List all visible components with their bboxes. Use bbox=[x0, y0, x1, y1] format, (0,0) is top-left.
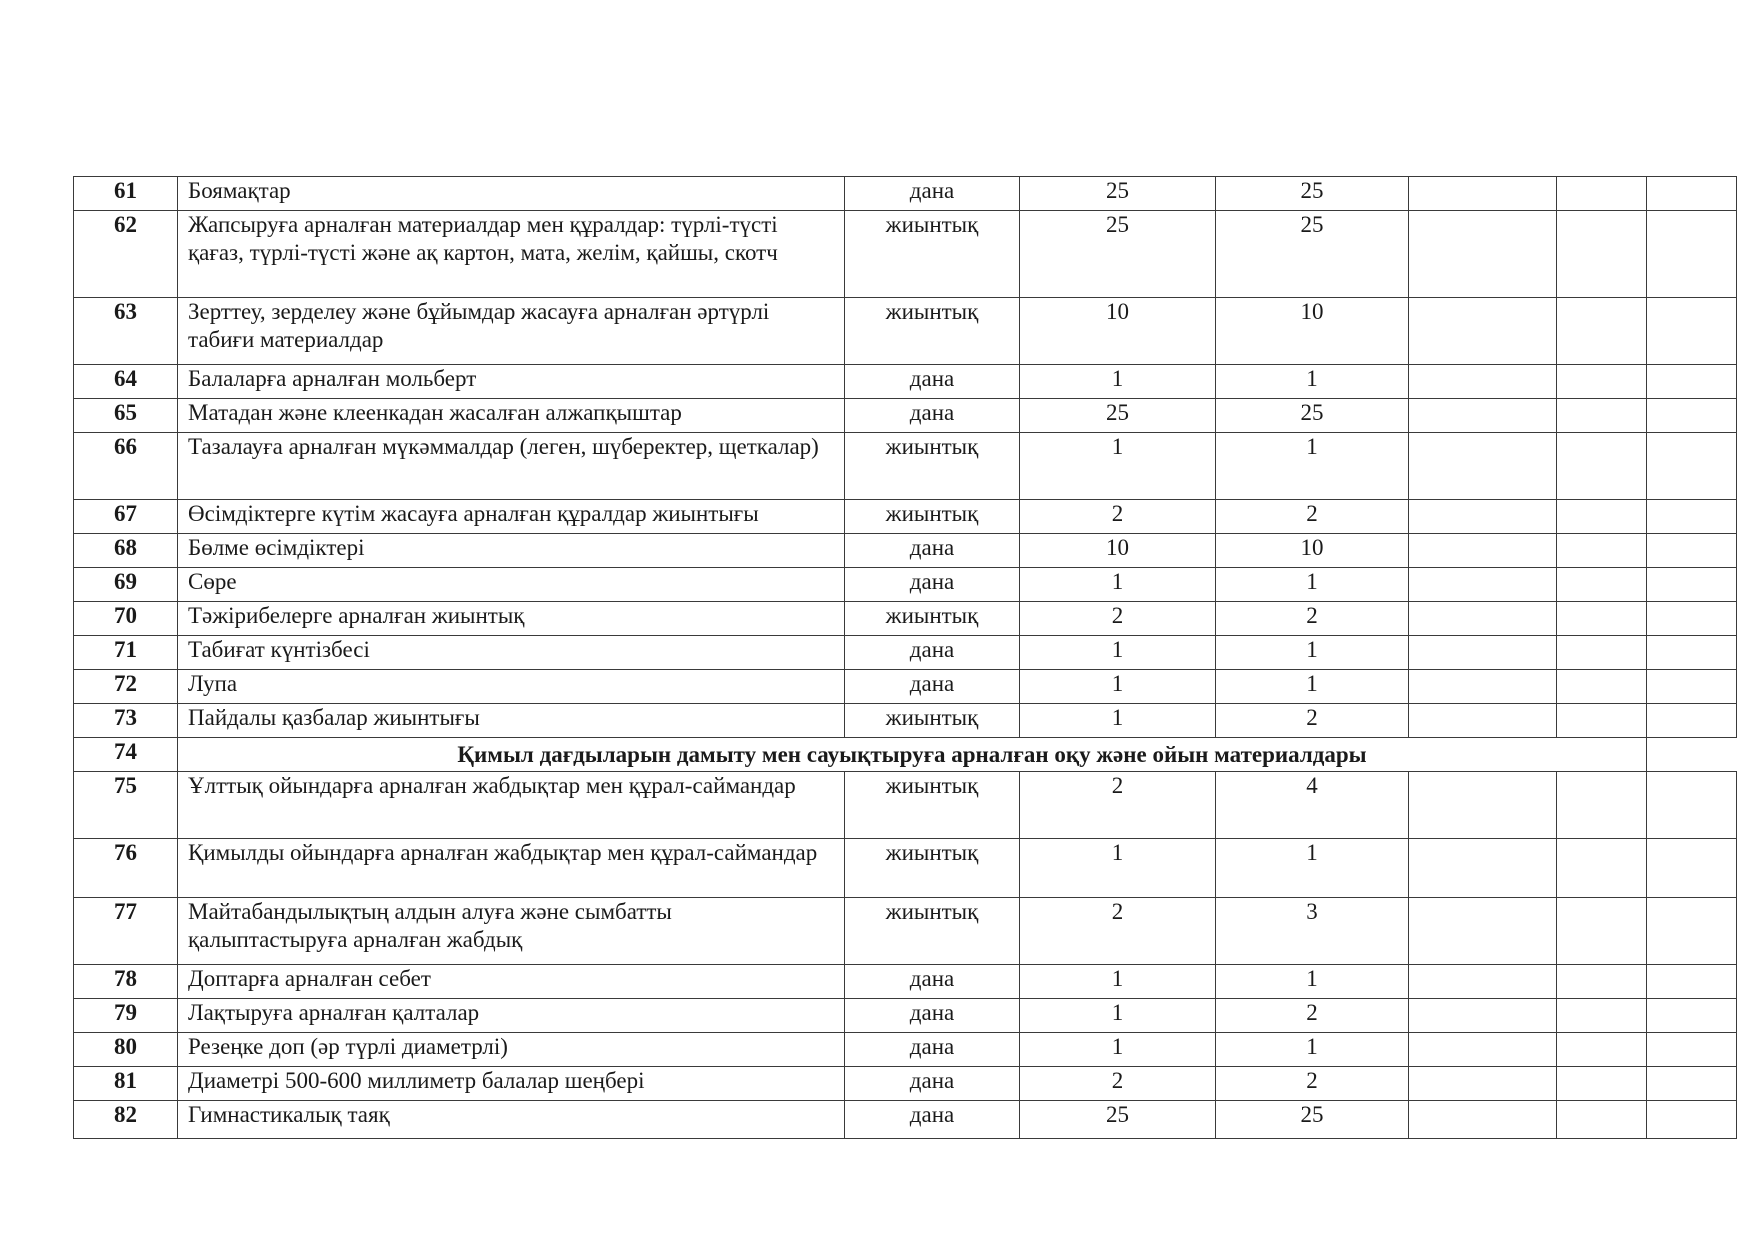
empty-cell bbox=[1557, 211, 1647, 298]
item-quantity-secondary: 2 bbox=[1216, 1067, 1409, 1101]
item-name: Сөре bbox=[178, 568, 845, 602]
item-quantity: 1 bbox=[1020, 965, 1216, 999]
table-row bbox=[74, 839, 1737, 898]
item-quantity: 2 bbox=[1020, 602, 1216, 636]
empty-cell bbox=[1557, 772, 1647, 839]
table-row bbox=[74, 602, 1737, 636]
empty-cell bbox=[1557, 602, 1647, 636]
item-unit: дана bbox=[845, 568, 1020, 602]
empty-cell bbox=[1647, 1067, 1737, 1101]
empty-cell bbox=[1409, 898, 1557, 965]
row-number: 71 bbox=[74, 636, 178, 670]
table-row bbox=[74, 670, 1737, 704]
empty-cell bbox=[1557, 965, 1647, 999]
row-number: 73 bbox=[74, 704, 178, 738]
empty-cell bbox=[1409, 602, 1557, 636]
empty-cell bbox=[1557, 704, 1647, 738]
row-number: 75 bbox=[74, 772, 178, 839]
empty-cell bbox=[1557, 365, 1647, 399]
empty-cell bbox=[1409, 433, 1557, 500]
item-unit: дана bbox=[845, 670, 1020, 704]
empty-cell bbox=[1647, 772, 1737, 839]
item-quantity-secondary: 1 bbox=[1216, 839, 1409, 898]
empty-cell bbox=[1409, 839, 1557, 898]
empty-cell bbox=[1647, 399, 1737, 433]
empty-cell bbox=[1647, 568, 1737, 602]
item-quantity: 25 bbox=[1020, 177, 1216, 211]
item-unit: дана bbox=[845, 365, 1020, 399]
item-name: Боямақтар bbox=[178, 177, 845, 211]
row-number: 70 bbox=[74, 602, 178, 636]
empty-cell bbox=[1647, 1033, 1737, 1067]
row-number: 61 bbox=[74, 177, 178, 211]
item-unit: дана bbox=[845, 177, 1020, 211]
item-name: Тазалауға арналған мүкәммалдар (леген, шүберектер, щеткалар) bbox=[178, 433, 845, 500]
empty-cell bbox=[1409, 670, 1557, 704]
empty-cell bbox=[1557, 670, 1647, 704]
item-quantity-secondary: 1 bbox=[1216, 433, 1409, 500]
table-row bbox=[74, 500, 1737, 534]
empty-cell bbox=[1557, 500, 1647, 534]
item-quantity: 10 bbox=[1020, 298, 1216, 365]
empty-cell bbox=[1647, 433, 1737, 500]
item-quantity: 25 bbox=[1020, 1101, 1216, 1139]
item-unit: дана bbox=[845, 399, 1020, 433]
item-quantity-secondary: 10 bbox=[1216, 534, 1409, 568]
table-row bbox=[74, 211, 1737, 298]
row-number: 68 bbox=[74, 534, 178, 568]
table-row bbox=[74, 534, 1737, 568]
item-name: Бөлме өсімдіктері bbox=[178, 534, 845, 568]
empty-cell bbox=[1647, 999, 1737, 1033]
table-row bbox=[74, 636, 1737, 670]
item-name: Қимылды ойындарға арналған жабдықтар мен құрал-саймандар bbox=[178, 839, 845, 898]
item-unit: жиынтық bbox=[845, 839, 1020, 898]
item-quantity-secondary: 2 bbox=[1216, 602, 1409, 636]
empty-cell bbox=[1647, 177, 1737, 211]
item-name: Өсімдіктерге күтім жасауға арналған құралдар жиынтығы bbox=[178, 500, 845, 534]
empty-cell bbox=[1557, 999, 1647, 1033]
item-quantity-secondary: 1 bbox=[1216, 670, 1409, 704]
item-name: Доптарға арналған себет bbox=[178, 965, 845, 999]
item-quantity-secondary: 4 bbox=[1216, 772, 1409, 839]
item-unit: дана bbox=[845, 636, 1020, 670]
row-number: 62 bbox=[74, 211, 178, 298]
item-quantity-secondary: 10 bbox=[1216, 298, 1409, 365]
item-quantity: 2 bbox=[1020, 772, 1216, 839]
empty-cell bbox=[1557, 177, 1647, 211]
empty-cell bbox=[1647, 670, 1737, 704]
empty-cell bbox=[1647, 211, 1737, 298]
item-name: Жапсыруға арналған материалдар мен құралдар: түрлі-түсті қағаз, түрлі-түсті және ақ картон, мата, желім, қайшы, скотч bbox=[178, 211, 845, 298]
empty-cell bbox=[1409, 1101, 1557, 1139]
item-unit: жиынтық bbox=[845, 298, 1020, 365]
table-row bbox=[74, 999, 1737, 1033]
item-name: Ұлттық ойындарға арналған жабдықтар мен құрал-саймандар bbox=[178, 772, 845, 839]
table-row bbox=[74, 568, 1737, 602]
item-unit: жиынтық bbox=[845, 602, 1020, 636]
empty-cell bbox=[1647, 1101, 1737, 1139]
item-name: Лақтыруға арналған қалталар bbox=[178, 999, 845, 1033]
empty-cell bbox=[1409, 399, 1557, 433]
row-number: 66 bbox=[74, 433, 178, 500]
item-quantity-secondary: 25 bbox=[1216, 211, 1409, 298]
row-number: 80 bbox=[74, 1033, 178, 1067]
row-number: 69 bbox=[74, 568, 178, 602]
item-quantity: 1 bbox=[1020, 568, 1216, 602]
empty-cell bbox=[1409, 704, 1557, 738]
empty-cell bbox=[1409, 365, 1557, 399]
item-name: Тәжірибелерге арналған жиынтық bbox=[178, 602, 845, 636]
item-unit: жиынтық bbox=[845, 500, 1020, 534]
item-quantity: 2 bbox=[1020, 500, 1216, 534]
empty-cell bbox=[1557, 636, 1647, 670]
row-number: 65 bbox=[74, 399, 178, 433]
item-unit: жиынтық bbox=[845, 704, 1020, 738]
item-quantity-secondary: 2 bbox=[1216, 999, 1409, 1033]
item-unit: жиынтық bbox=[845, 772, 1020, 839]
item-quantity: 2 bbox=[1020, 898, 1216, 965]
item-name: Балаларға арналған мольберт bbox=[178, 365, 845, 399]
item-name: Майтабандылықтың алдын алуға және сымбатты қалыптастыруға арналған жабдық bbox=[178, 898, 845, 965]
item-quantity-secondary: 25 bbox=[1216, 1101, 1409, 1139]
empty-cell bbox=[1647, 298, 1737, 365]
item-quantity: 25 bbox=[1020, 211, 1216, 298]
table-row bbox=[74, 1033, 1737, 1067]
table-row bbox=[74, 433, 1737, 500]
table-row bbox=[74, 399, 1737, 433]
empty-cell bbox=[1647, 704, 1737, 738]
item-unit: жиынтық bbox=[845, 211, 1020, 298]
empty-cell bbox=[1557, 534, 1647, 568]
empty-cell bbox=[1647, 602, 1737, 636]
table-row bbox=[74, 298, 1737, 365]
item-unit: жиынтық bbox=[845, 898, 1020, 965]
row-number: 81 bbox=[74, 1067, 178, 1101]
empty-cell bbox=[1409, 636, 1557, 670]
empty-cell bbox=[1409, 999, 1557, 1033]
empty-cell bbox=[1409, 500, 1557, 534]
empty-cell bbox=[1409, 177, 1557, 211]
table-row bbox=[74, 1067, 1737, 1101]
item-quantity: 1 bbox=[1020, 433, 1216, 500]
empty-cell bbox=[1409, 211, 1557, 298]
item-name: Диаметрі 500-600 миллиметр балалар шеңбері bbox=[178, 1067, 845, 1101]
item-name: Табиғат күнтізбесі bbox=[178, 636, 845, 670]
empty-cell bbox=[1409, 772, 1557, 839]
item-quantity-secondary: 1 bbox=[1216, 636, 1409, 670]
empty-cell bbox=[1409, 534, 1557, 568]
item-name: Резеңке доп (әр түрлі диаметрлі) bbox=[178, 1033, 845, 1067]
item-quantity: 1 bbox=[1020, 670, 1216, 704]
row-number: 79 bbox=[74, 999, 178, 1033]
empty-cell bbox=[1409, 568, 1557, 602]
empty-cell bbox=[1409, 1067, 1557, 1101]
item-unit: дана bbox=[845, 1033, 1020, 1067]
empty-cell bbox=[1647, 839, 1737, 898]
item-quantity: 1 bbox=[1020, 839, 1216, 898]
row-number: 67 bbox=[74, 500, 178, 534]
table-row bbox=[74, 965, 1737, 999]
empty-cell bbox=[1647, 898, 1737, 965]
row-number: 64 bbox=[74, 365, 178, 399]
row-number: 76 bbox=[74, 839, 178, 898]
item-quantity: 1 bbox=[1020, 1033, 1216, 1067]
empty-cell bbox=[1557, 898, 1647, 965]
table-row bbox=[74, 772, 1737, 839]
item-quantity: 10 bbox=[1020, 534, 1216, 568]
item-quantity: 2 bbox=[1020, 1067, 1216, 1101]
item-quantity: 1 bbox=[1020, 704, 1216, 738]
empty-cell bbox=[1409, 1033, 1557, 1067]
empty-cell bbox=[1409, 298, 1557, 365]
table-row bbox=[74, 177, 1737, 211]
item-quantity: 1 bbox=[1020, 365, 1216, 399]
empty-cell bbox=[1557, 1101, 1647, 1139]
item-quantity-secondary: 1 bbox=[1216, 568, 1409, 602]
item-name: Матадан және клеенкадан жасалған алжапқыштар bbox=[178, 399, 845, 433]
empty-cell bbox=[1647, 738, 1737, 772]
row-number: 72 bbox=[74, 670, 178, 704]
empty-cell bbox=[1647, 365, 1737, 399]
row-number: 82 bbox=[74, 1101, 178, 1139]
item-quantity-secondary: 1 bbox=[1216, 1033, 1409, 1067]
empty-cell bbox=[1647, 534, 1737, 568]
item-unit: дана bbox=[845, 999, 1020, 1033]
empty-cell bbox=[1557, 1067, 1647, 1101]
empty-cell bbox=[1557, 1033, 1647, 1067]
item-name: Лупа bbox=[178, 670, 845, 704]
empty-cell bbox=[1557, 568, 1647, 602]
section-title: Қимыл дағдыларын дамыту мен сауықтыруға арналған оқу және ойын материалдары bbox=[178, 738, 1647, 772]
item-quantity-secondary: 1 bbox=[1216, 365, 1409, 399]
item-unit: дана bbox=[845, 1067, 1020, 1101]
item-name: Зерттеу, зерделеу және бұйымдар жасауға арналған әртүрлі табиғи материалдар bbox=[178, 298, 845, 365]
item-quantity: 25 bbox=[1020, 399, 1216, 433]
item-unit: жиынтық bbox=[845, 433, 1020, 500]
row-number: 74 bbox=[74, 738, 178, 772]
item-quantity-secondary: 1 bbox=[1216, 965, 1409, 999]
empty-cell bbox=[1557, 839, 1647, 898]
row-number: 77 bbox=[74, 898, 178, 965]
item-quantity-secondary: 2 bbox=[1216, 500, 1409, 534]
item-unit: дана bbox=[845, 1101, 1020, 1139]
table-row bbox=[74, 365, 1737, 399]
empty-cell bbox=[1647, 500, 1737, 534]
empty-cell bbox=[1557, 298, 1647, 365]
item-name: Пайдалы қазбалар жиынтығы bbox=[178, 704, 845, 738]
section-row bbox=[74, 738, 1737, 772]
item-quantity-secondary: 2 bbox=[1216, 704, 1409, 738]
item-quantity-secondary: 25 bbox=[1216, 177, 1409, 211]
table-row bbox=[74, 1101, 1737, 1139]
item-unit: дана bbox=[845, 965, 1020, 999]
item-quantity-secondary: 3 bbox=[1216, 898, 1409, 965]
empty-cell bbox=[1409, 965, 1557, 999]
item-unit: дана bbox=[845, 534, 1020, 568]
item-quantity: 1 bbox=[1020, 636, 1216, 670]
empty-cell bbox=[1647, 965, 1737, 999]
empty-cell bbox=[1557, 433, 1647, 500]
empty-cell bbox=[1647, 636, 1737, 670]
inventory-table bbox=[73, 176, 1737, 1139]
empty-cell bbox=[1557, 399, 1647, 433]
table-row bbox=[74, 704, 1737, 738]
item-quantity: 1 bbox=[1020, 999, 1216, 1033]
row-number: 63 bbox=[74, 298, 178, 365]
item-name: Гимнастикалық таяқ bbox=[178, 1101, 845, 1139]
item-quantity-secondary: 25 bbox=[1216, 399, 1409, 433]
row-number: 78 bbox=[74, 965, 178, 999]
table-row bbox=[74, 898, 1737, 965]
